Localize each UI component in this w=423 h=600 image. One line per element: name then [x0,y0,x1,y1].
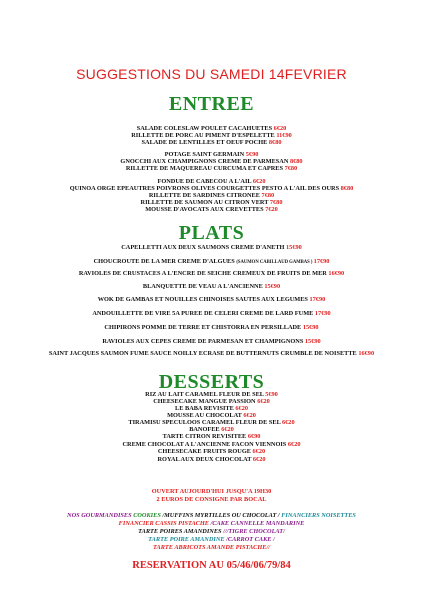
menu-item-name: RIZ AU LAIT CARAMEL FLEUR DE SEL [145,391,266,398]
menu-item [0,419,423,426]
menu-item-price: 16€90 [358,350,375,357]
menu-item [0,324,423,331]
menu-item [0,426,423,433]
menu-item-price: 6€20 [252,456,266,463]
menu-item-detail: (SAUMON CABILLAUD GAMBAS ) [236,260,314,265]
menu-item-name: ROYAL AUX DEUX CHOCOLAT [157,456,253,463]
menu-item-price: 6€90 [247,433,261,440]
tarte-poire-amandine-label: TARTE POIRE AMANDINE [148,536,227,543]
menu-item-name: MOUSSE D'AVOCATS AUX CREVETTES [145,206,266,213]
cake-cannelle-label: /CAKE CANNELLE MANDARINE [210,520,305,527]
menu-item [0,412,423,419]
menu-item-price: 17€90 [309,296,326,303]
menu-item-price: 11€90 [276,132,292,139]
menu-item-price: 15€90 [264,283,281,290]
menu-item [0,391,423,398]
gourmandises-line-5: TARTE ABRICOTS AMANDE PISTACHE// [153,544,270,551]
menu-item-price: 16€90 [328,270,345,277]
menu-item-price: 7€80 [261,192,275,199]
gourmandises-line-2 [0,520,423,527]
gourmandises-title: NOS GOURMANDISES [67,512,134,519]
muffins-label: /MUFFINS MYRTILLES OU CHOCOLAT / [162,512,282,519]
menu-item-name: POTAGE SAINT GERMAIN [164,151,246,158]
menu-item-name: RILLETTE DE SAUMON AU CITRON VERT [140,199,270,206]
menu-item-price: 5€90 [265,391,278,398]
menu-item-price: 7€80 [284,165,298,172]
menu-item [0,199,423,206]
menu-item-name: CREME CHOCOLAT A L'ANCIENNE FACON VIENNOIS [122,441,288,448]
opening-hours-notice: OUVERT AUJOURD'HUI JUSQU'A 19H30 [151,488,272,495]
menu-item-name: SALADE COLESLAW POULET CACAHUETES [136,125,274,132]
cookies-label: COOKIES [133,512,163,519]
financiers-label: FINANCIERS NOISETTES [281,512,356,519]
menu-item-price: 5€90 [245,151,259,158]
menu-item-price: 6€20 [243,412,256,419]
menu-item [0,125,423,132]
menu-item-name: RILLETTE DE SARDINES CITRONEE [148,192,262,199]
menu-item-name: TARTE CITRON REVISITEE [162,433,248,440]
menu-item [0,178,423,185]
menu-item-name: RILLETTE DE MAQUEREAU CURCUMA ET CAPRES [125,165,285,172]
menu-item-price: 6€20 [287,441,301,448]
deposit-notice: 2 EUROS DE CONSIGNE PAR BOCAL [156,496,267,503]
menu-item-price: 6€20 [221,426,234,433]
menu-item-name: CHEESECAKE FRUITS ROUGE [157,448,253,455]
menu-item-price: 6€20 [252,448,266,455]
menu-item-price: 7€20 [265,206,278,213]
menu-item-price: 6€20 [235,405,248,412]
desserts-heading: DESSERTS [158,371,265,393]
menu-item-name: FONDUE DE CABECOU A L'AIL [157,178,253,185]
menu-item [0,139,423,146]
menu-item [0,244,423,251]
menu-item [0,151,423,158]
menu-item [0,350,423,357]
menu-item-price: 6€20 [273,125,287,132]
menu-item-price: 6€20 [282,419,295,426]
menu-item [0,456,423,463]
menu-item-price: 15€90 [302,324,319,331]
menu-item-name: GNOCCHI AUX CHAMPIGNONS CREME DE PARMESAN [120,158,290,165]
menu-item-name: BANOFEE [189,426,222,433]
reservation-phone: RESERVATION AU 05/46/06/79/84 [132,560,291,571]
menu-item [0,283,423,290]
menu-item [0,296,423,303]
menu-item-price: 17€90 [313,258,330,265]
menu-item-name: CHEESECAKE MANGUE PASSION [153,398,258,405]
menu-item-name: QUINOA ORGE EPEAUTRES POIVRONS OLIVES COURGETTES PESTO A L'AIL DES OURS [69,185,341,192]
menu-item-price: 6€20 [257,398,270,405]
menu-item-name: BLANQUETTE DE VEAU A L'ANCIENNE [142,283,265,290]
gourmandises-line-4 [0,536,423,543]
menu-item [0,258,423,265]
carrot-cake-label: /CARROT CAKE / [226,536,275,543]
menu-item [0,310,423,317]
menu-item-name: SALADE DE LENTILLES ET OEUF POCHE [141,139,269,146]
menu-item [0,433,423,440]
plats-heading: PLATS [178,222,245,244]
gourmandises-line-1 [0,512,423,519]
menu-item-name: RAVIOLES AUX CEPES CREME DE PARMESAN ET CHAMPIGNONS [102,338,305,345]
menu-item-name: MOUSSE AU CHOCOLAT [167,412,244,419]
menu-item [0,398,423,405]
menu-item [0,132,423,139]
menu-item-price: 8€80 [289,158,303,165]
menu-item [0,158,423,165]
menu-item-name: CAPELLETTI AUX DEUX SAUMONS CREME D'ANETH [121,244,287,251]
page-title: SUGGESTIONS DU SAMEDI 14FEVRIER [76,66,347,82]
menu-item-name: CHOUCROUTE DE LA MER CREME D'ALGUES [93,258,237,265]
menu-item-name: ANDOUILLETTE DE VIRE 5A PUREE DE CELERI CREME DE LARD FUME [92,310,315,317]
menu-item-price: 8€80 [268,139,282,146]
financier-cassis-label: FINANCIER CASSIS PISTACHE [118,520,211,527]
menu-item-name: RAVIOLES DE CRUSTACES A L'ENCRE DE SEICHE CREMEUX DE FRUITS DE MER [78,270,329,277]
entree-heading: ENTREE [168,93,255,115]
menu-item-name: WOK DE GAMBAS ET NOUILLES CHINOISES SAUTES AUX LEGUMES [97,296,310,303]
menu-item-price: 17€90 [314,310,331,317]
menu-item-price: 8€80 [340,185,354,192]
menu-item-name: LE BABA REVISITE [175,405,236,412]
menu-item [0,270,423,277]
menu-item [0,338,423,345]
menu-item-name: CHIPIRONS POMME DE TERRE ET CHISTORRA EN PERSILLADE [104,324,303,331]
tigre-chocolat-label: ///TIGRE CHOCOLAT/ [223,528,285,535]
menu-item [0,441,423,448]
menu-item-price: 15€90 [286,244,302,251]
menu-item-price: 6€20 [252,178,266,185]
menu-item [0,206,423,213]
menu-item [0,192,423,199]
menu-item-price: 7€80 [269,199,283,206]
menu-item-name: TIRAMISU SPECULOOS CARAMEL FLEUR DE SEL [128,419,282,426]
menu-item [0,405,423,412]
menu-item-price: 15€90 [304,338,321,345]
gourmandises-line-3 [0,528,423,535]
menu-item [0,185,423,192]
menu-item-name: RILLETTE DE PORC AU PIMENT D'ESPELETTE [131,132,277,139]
menu-item [0,448,423,455]
menu-item-name: SAINT JACQUES SAUMON FUME SAUCE NOILLY ECRASE DE BUTTERNUTS CRUMBLE DE NOISETTE [48,350,359,357]
menu-item [0,165,423,172]
tarte-poires-label: TARTE POIRES AMANDINES [138,528,224,535]
